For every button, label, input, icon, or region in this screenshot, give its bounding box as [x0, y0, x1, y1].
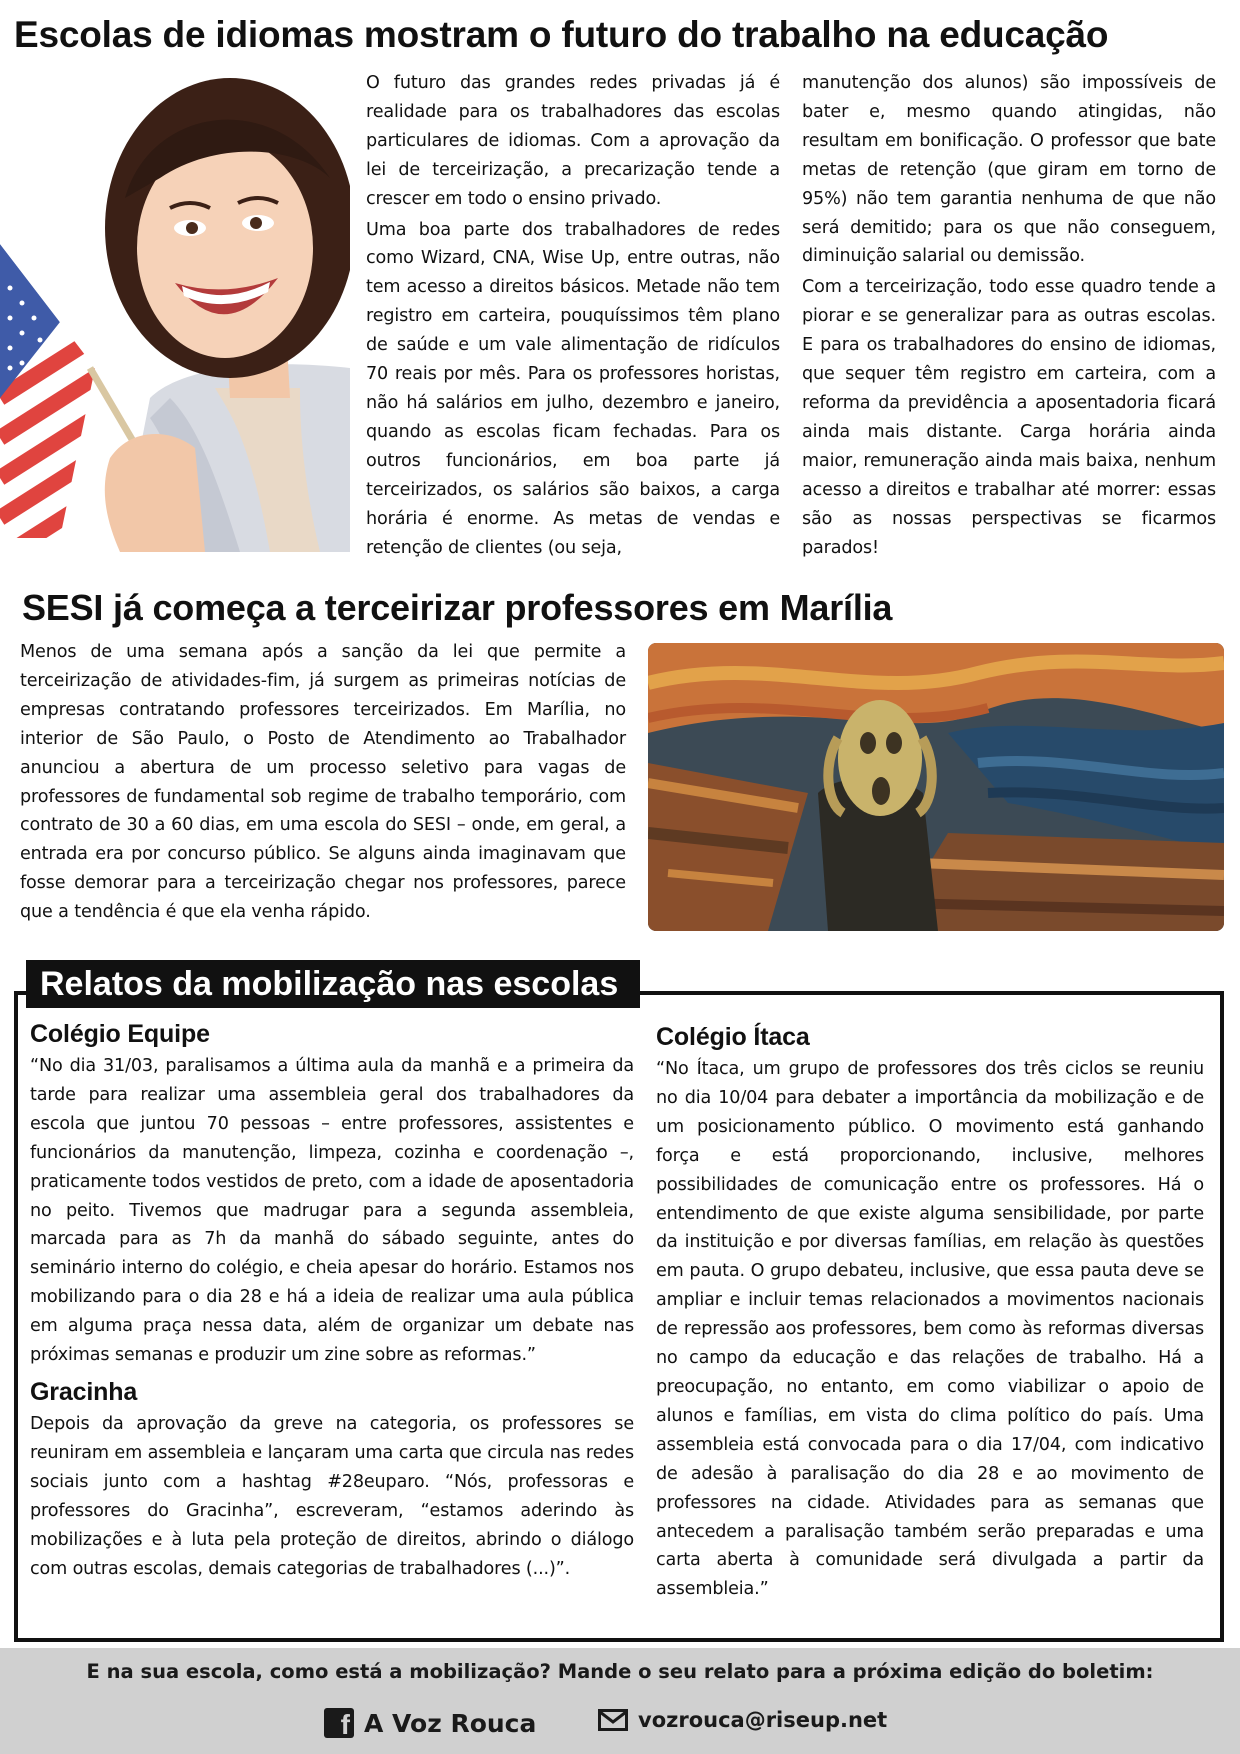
email-link[interactable] [598, 1708, 887, 1732]
article1-col1-paragraph: O futuro das grandes redes privadas já é realidade para os trabalhadores das escolas particulares de idiomas. Com a aprovação da lei de terceirização, a precarização tende a crescer em todo o ensino privado. [366, 73, 780, 209]
article1-col1-paragraph: Uma boa parte dos trabalhadores de redes como Wizard, CNA, Wise Up, entre outras, não tem acesso a direitos básicos. Metade não tem registro em carteira, pouquíssimos têm plano de saúde e um vale alimentação de ridículos 70 reais por mês. Para os professores horistas, não há salários em julho, dezembro e janeiro, quando as escolas ficam fechadas. Para os outros funcionários, em boa parte já terceirizados, os salários são baixos, a carga horária é enorme. As metas de vendas e retenção de clientes (ou seja, [366, 219, 780, 558]
footer-banner [0, 1648, 1240, 1754]
facebook-link[interactable] [324, 1708, 536, 1738]
report-equipe: “No dia 31/03, paralisamos a última aula da manhã e a primeira da tarde para realizar uma assembleia geral dos trabalhadores da escola que juntou 70 pessoas – entre professores, assistentes e funcionários da manutenção, limpeza, cozinha e coordenação –, praticamente todos vestidos de preto, com a idade de aposentadoria no peito. Tivemos que madrugar para a segunda assembleia, marcada para as 7h da manhã do sábado seguinte, antes do seminário interno do colégio, e cheia apesar do horário. Estamos nos mobilizando para o dia 28 e há a ideia de realizar uma aula pública em alguma praça nessa data, além de organizar um debate nas próximas semanas e produzir um zine sobre as reformas.” [30, 1056, 634, 1366]
mail-icon [598, 1709, 628, 1731]
report-gracinha: Depois da aprovação da greve na categoria, os professores se reuniram em assembleia e lançaram uma carta que circula nas redes sociais junto com a hashtag #28euparo. “Nós, professoras e professores do Gracinha”, escreveram, “estamos aderindo às mobilizações e à luta pela proteção de direitos, abrindo o diálogo com outras escolas, demais categorias de trabalhadores (...)”. [30, 1413, 634, 1579]
footer-prompt: E na sua escola, como está a mobilização? Mande o seu relato para a próxima edição do boletim: [86, 1660, 1154, 1683]
article2-body [20, 638, 626, 929]
headline-idiomas: Escolas de idiomas mostram o futuro do trabalho na educação [14, 14, 1109, 55]
article1-column-2 [802, 69, 1216, 564]
email-address: vozrouca@riseup.net [638, 1708, 888, 1732]
article1-column-1 [366, 69, 780, 564]
school-name-equipe: Colégio Equipe [30, 1020, 210, 1048]
school-name-itaca: Colégio Ítaca [656, 1023, 810, 1051]
woman-with-flag-image [0, 68, 350, 552]
facebook-icon: f [324, 1708, 354, 1738]
report-itaca: “No Ítaca, um grupo de professores dos três ciclos se reuniu no dia 10/04 para debater a importância da mobilização e de um posicionamento público. O movimento está ganhando força e está proporcionando, inclusive, melhores possibilidades de comunicação entre os professores. Há o entendimento de que existe alguma sensibilidade, por parte da instituição e por diversas famílias, em relação às questões em pauta. O grupo debateu, inclusive, que essa pauta deve se ampliar e incluir temas relacionados a movimentos nacionais de repressão aos professores, bem como às reformas diversas no campo da educação e das relações de trabalho. Há a preocupação, no entanto, em como viabilizar o apoio de alunos e famílias, em vista do clima político do país. Uma assembleia está convocada para o dia 17/04, com indicativo de adesão à paralisação do dia 28 e ao movimento de professores na cidade. Atividades para as semanas que antecedem a paralisação também serão preparadas e uma carta aberta à comunidade será divulgada a partir da assembleia.” [656, 1059, 1204, 1600]
the-scream-painting-image [648, 643, 1224, 931]
reports-section-title: Relatos da mobilização nas escolas [26, 960, 640, 1008]
article2-paragraph: Menos de uma semana após a sanção da lei que permite a terceirização de atividades-fim, já surgem as primeiras notícias de empresas contratando professores terceirizados. Em Marília, no interior de São Paulo, o Posto de Atendimento ao Trabalhador anunciou a abertura de um processo seletivo para vagas de professores de fundamental sob regime de trabalho temporário, com contrato de 30 a 60 dias, em uma escola do SESI – onde, em geral, a entrada era por concurso público. Se alguns ainda imaginavam que fosse demorar para a terceirização chegar nos professores, parece que a tendência é que ela venha rápido. [20, 642, 626, 923]
school-name-gracinha: Gracinha [30, 1377, 138, 1406]
reports-right-column [656, 1021, 1204, 1606]
facebook-label: A Voz Rouca [364, 1708, 537, 1738]
article1-col2-paragraph: Com a terceirização, todo esse quadro tende a piorar e se generalizar para as outras escolas. E para os trabalhadores do ensino de idiomas, que sequer têm registro em carteira, com a reforma da previdência a aposentadoria ficará ainda mais distante. Carga horária ainda maior, remuneração ainda mais baixa, nenhum acesso a direitos e trabalhar até morrer: essas são as nossas perspectivas se ficarmos parados! [802, 277, 1216, 558]
headline-sesi: SESI já começa a terceirizar professores em Marília [22, 587, 893, 628]
reports-left-column [30, 1018, 634, 1585]
article1-col2-paragraph: manutenção dos alunos) são impossíveis de bater e, mesmo quando atingidas, não resultam em bonificação. O professor que bate metas de retenção (que giram em torno de 95%) não tem garantia nenhuma de que não será demitido; para os que não conseguem, diminuição salarial ou demissão. [802, 73, 1216, 267]
